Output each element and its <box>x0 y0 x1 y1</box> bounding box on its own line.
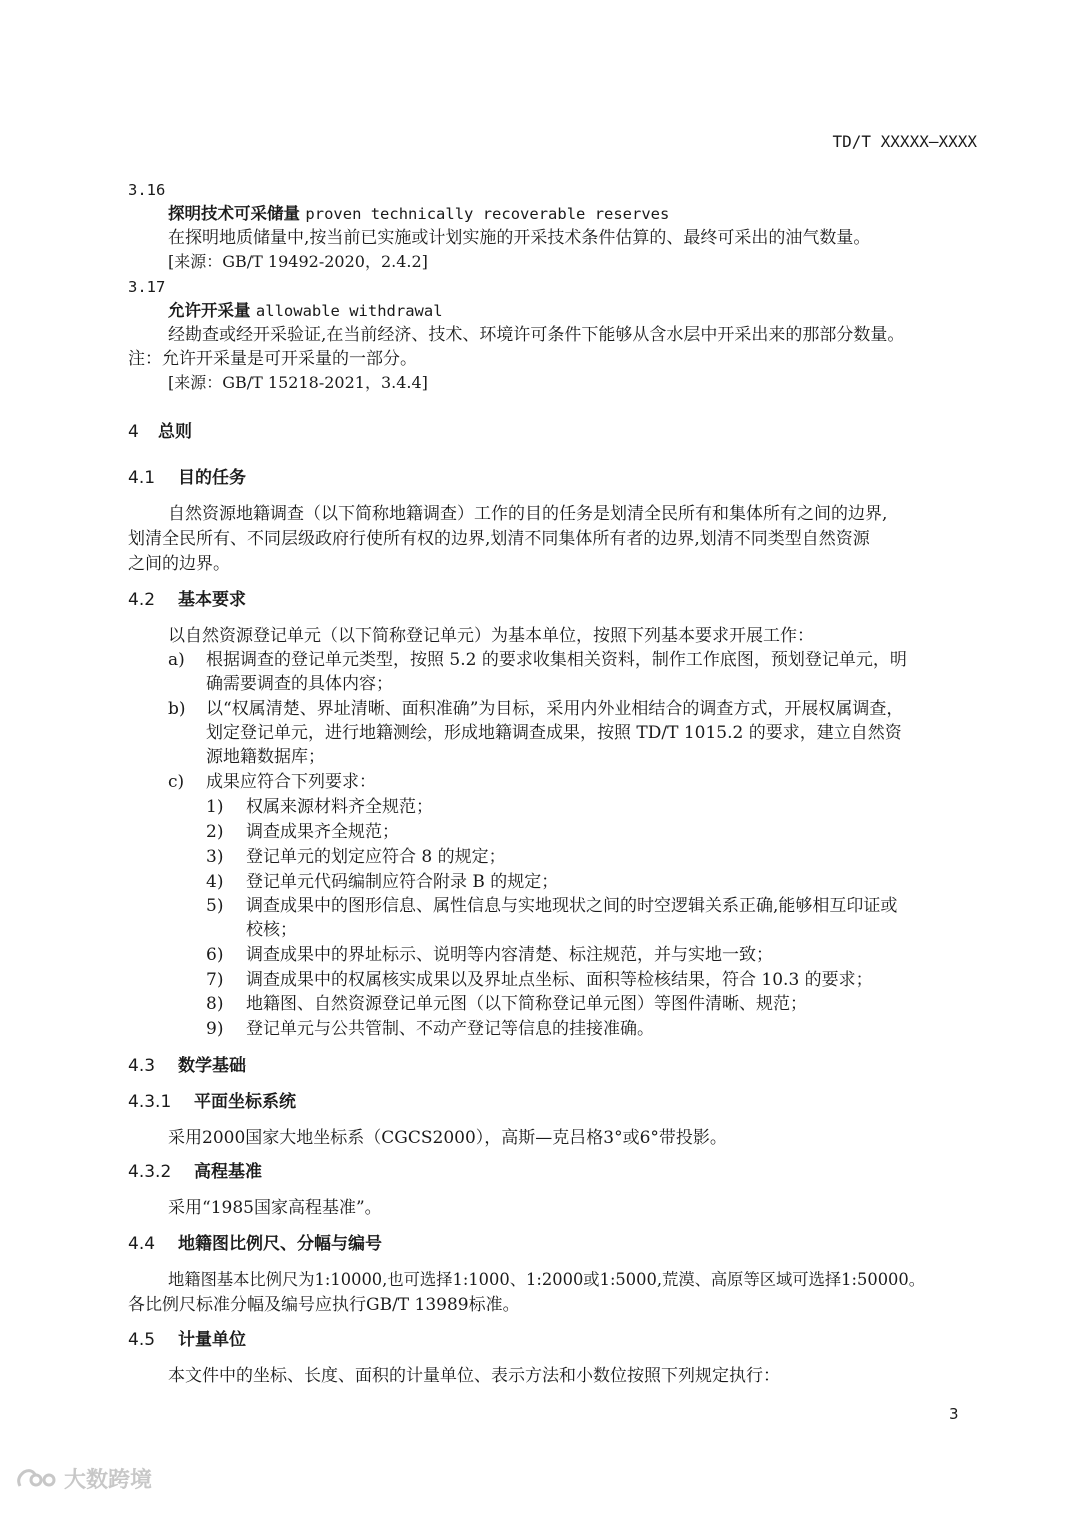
term-number-3-17: 3.17 <box>128 278 166 296</box>
list-marker-a: a) <box>168 650 185 670</box>
sub-item-number: 2) <box>206 822 224 842</box>
section-heading-4-4 <box>128 1232 382 1256</box>
paragraph-line: 地籍图基本比例尺为1:10000,也可选择1:1000、1:2000或1:5000,荒漠、高原等区域可选择1:50000。 <box>168 1270 926 1289</box>
sub-item-text: 调查成果中的权属核实成果以及界址点坐标、面积等检核结果，符合 10.3 的要求； <box>246 970 873 990</box>
sub-item-text: 调查成果中的界址标示、说明等内容清楚、标注规范，并与实地一致； <box>246 945 773 965</box>
heading-number: 4.1 <box>128 468 156 488</box>
list-marker-b: b) <box>168 699 186 719</box>
heading-number: 4.2 <box>128 590 156 610</box>
list-item-b-line: 划定登记单元，进行地籍测绘，形成地籍调查成果，按照 TD/T 1015.2 的要求，建立自然资 <box>206 723 902 743</box>
term-source: [来源：GB/T 19492-2020，2.4.2] <box>168 252 428 271</box>
sub-item-text: 地籍图、自然资源登记单元图（以下简称登记单元图）等图件清晰、规范； <box>246 994 807 1014</box>
sub-item-text: 登记单元与公共管制、不动产登记等信息的挂接准确。 <box>246 1019 654 1039</box>
list-item-b-line: 源地籍数据库； <box>206 747 325 767</box>
section-heading-4-2 <box>128 588 246 612</box>
sub-item-number: 5) <box>206 896 224 916</box>
list-marker-c: c) <box>168 772 185 792</box>
heading-number: 4.3.1 <box>128 1092 172 1112</box>
term-chinese: 允许开采量 <box>168 301 251 320</box>
watermark <box>14 1463 152 1494</box>
chapter-heading-4 <box>128 420 192 444</box>
paragraph-line: 各比例尺标准分幅及编号应执行GB/T 13989标准。 <box>128 1295 520 1315</box>
watermark-text: 大数跨境 <box>64 1468 153 1493</box>
heading-title: 总则 <box>158 422 192 442</box>
section-heading-4-1 <box>128 466 246 490</box>
paragraph-line: 之间的边界。 <box>128 554 230 574</box>
sub-item-text: 校核； <box>246 920 297 940</box>
heading-title: 目的任务 <box>178 468 246 488</box>
sub-item-text: 权属来源材料齐全规范； <box>246 797 433 817</box>
term-heading-3-16 <box>168 202 669 226</box>
sub-item-text: 调查成果齐全规范； <box>246 822 399 842</box>
subsection-heading-4-3-1 <box>128 1090 296 1114</box>
list-item-a-line: 确需要调查的具体内容； <box>206 674 393 694</box>
paragraph-line: 自然资源地籍调查（以下简称地籍调查）工作的目的任务是划清全民所有和集体所有之间的边界, <box>168 504 888 524</box>
document-code-header: TD/T XXXXX—XXXX <box>832 132 977 151</box>
term-number-3-16: 3.16 <box>128 181 166 199</box>
paragraph-intro: 以自然资源登记单元（以下简称登记单元）为基本单位，按照下列基本要求开展工作： <box>168 626 814 646</box>
sub-item-number: 9) <box>206 1019 224 1039</box>
term-definition: 在探明地质储量中,按当前已实施或计划实施的开采技术条件估算的、最终可采出的油气数量。 <box>168 228 871 248</box>
heading-title: 基本要求 <box>178 590 246 610</box>
term-source: [来源：GB/T 15218-2021，3.4.4] <box>168 373 428 392</box>
sub-item-text: 调查成果中的图形信息、属性信息与实地现状之间的时空逻辑关系正确,能够相互印证或 <box>246 896 898 916</box>
term-definition: 经勘查或经开采验证,在当前经济、技术、环境许可条件下能够从含水层中开采出来的那部分数量。 <box>168 325 905 345</box>
sub-item-number: 4) <box>206 872 224 892</box>
list-item-c-line: 成果应符合下列要求： <box>206 772 376 792</box>
heading-title: 高程基准 <box>194 1162 262 1182</box>
sub-item-number: 7) <box>206 970 224 990</box>
sub-item-number: 1) <box>206 797 224 817</box>
heading-title: 计量单位 <box>178 1330 246 1350</box>
subsection-heading-4-3-2 <box>128 1160 262 1184</box>
paragraph-line: 采用“1985国家高程基准”。 <box>168 1198 382 1218</box>
heading-number: 4.3 <box>128 1056 156 1076</box>
sub-item-number: 3) <box>206 847 224 867</box>
term-chinese: 探明技术可采储量 <box>168 204 300 223</box>
section-heading-4-5 <box>128 1328 246 1352</box>
page-number: 3 <box>949 1405 959 1423</box>
heading-number: 4.4 <box>128 1234 156 1254</box>
term-heading-3-17 <box>168 299 443 323</box>
section-heading-4-3 <box>128 1054 246 1078</box>
heading-title: 地籍图比例尺、分幅与编号 <box>178 1234 382 1254</box>
term-note: 注：允许开采量是可开采量的一部分。 <box>128 349 417 369</box>
sub-item-text: 登记单元的划定应符合 8 的规定； <box>246 847 506 867</box>
list-item-a-line: 根据调查的登记单元类型，按照 5.2 的要求收集相关资料，制作工作底图，预划登记单元，明 <box>206 650 907 670</box>
heading-title: 数学基础 <box>178 1056 246 1076</box>
term-english: allowable withdrawal <box>255 302 443 320</box>
sub-item-text: 登记单元代码编制应符合附录 B 的规定； <box>246 872 559 892</box>
term-english: proven technically recoverable reserves <box>305 205 670 223</box>
watermark-logo-icon <box>14 1466 58 1492</box>
heading-title: 平面坐标系统 <box>194 1092 296 1112</box>
paragraph-line: 采用2000国家大地坐标系（CGCS2000），高斯—克吕格3°或6°带投影。 <box>168 1128 727 1148</box>
paragraph-line: 本文件中的坐标、长度、面积的计量单位、表示方法和小数位按照下列规定执行： <box>168 1366 780 1386</box>
sub-item-number: 8) <box>206 994 224 1014</box>
list-item-b-line: 以“权属清楚、界址清晰、面积准确”为目标，采用内外业相结合的调查方式，开展权属调查， <box>206 699 904 719</box>
heading-number: 4.3.2 <box>128 1162 172 1182</box>
heading-number: 4.5 <box>128 1330 156 1350</box>
heading-number: 4 <box>128 422 139 442</box>
paragraph-line: 划清全民所有、不同层级政府行使所有权的边界,划清不同集体所有者的边界,划清不同类型自然资源 <box>128 529 870 549</box>
sub-item-number: 6) <box>206 945 224 965</box>
